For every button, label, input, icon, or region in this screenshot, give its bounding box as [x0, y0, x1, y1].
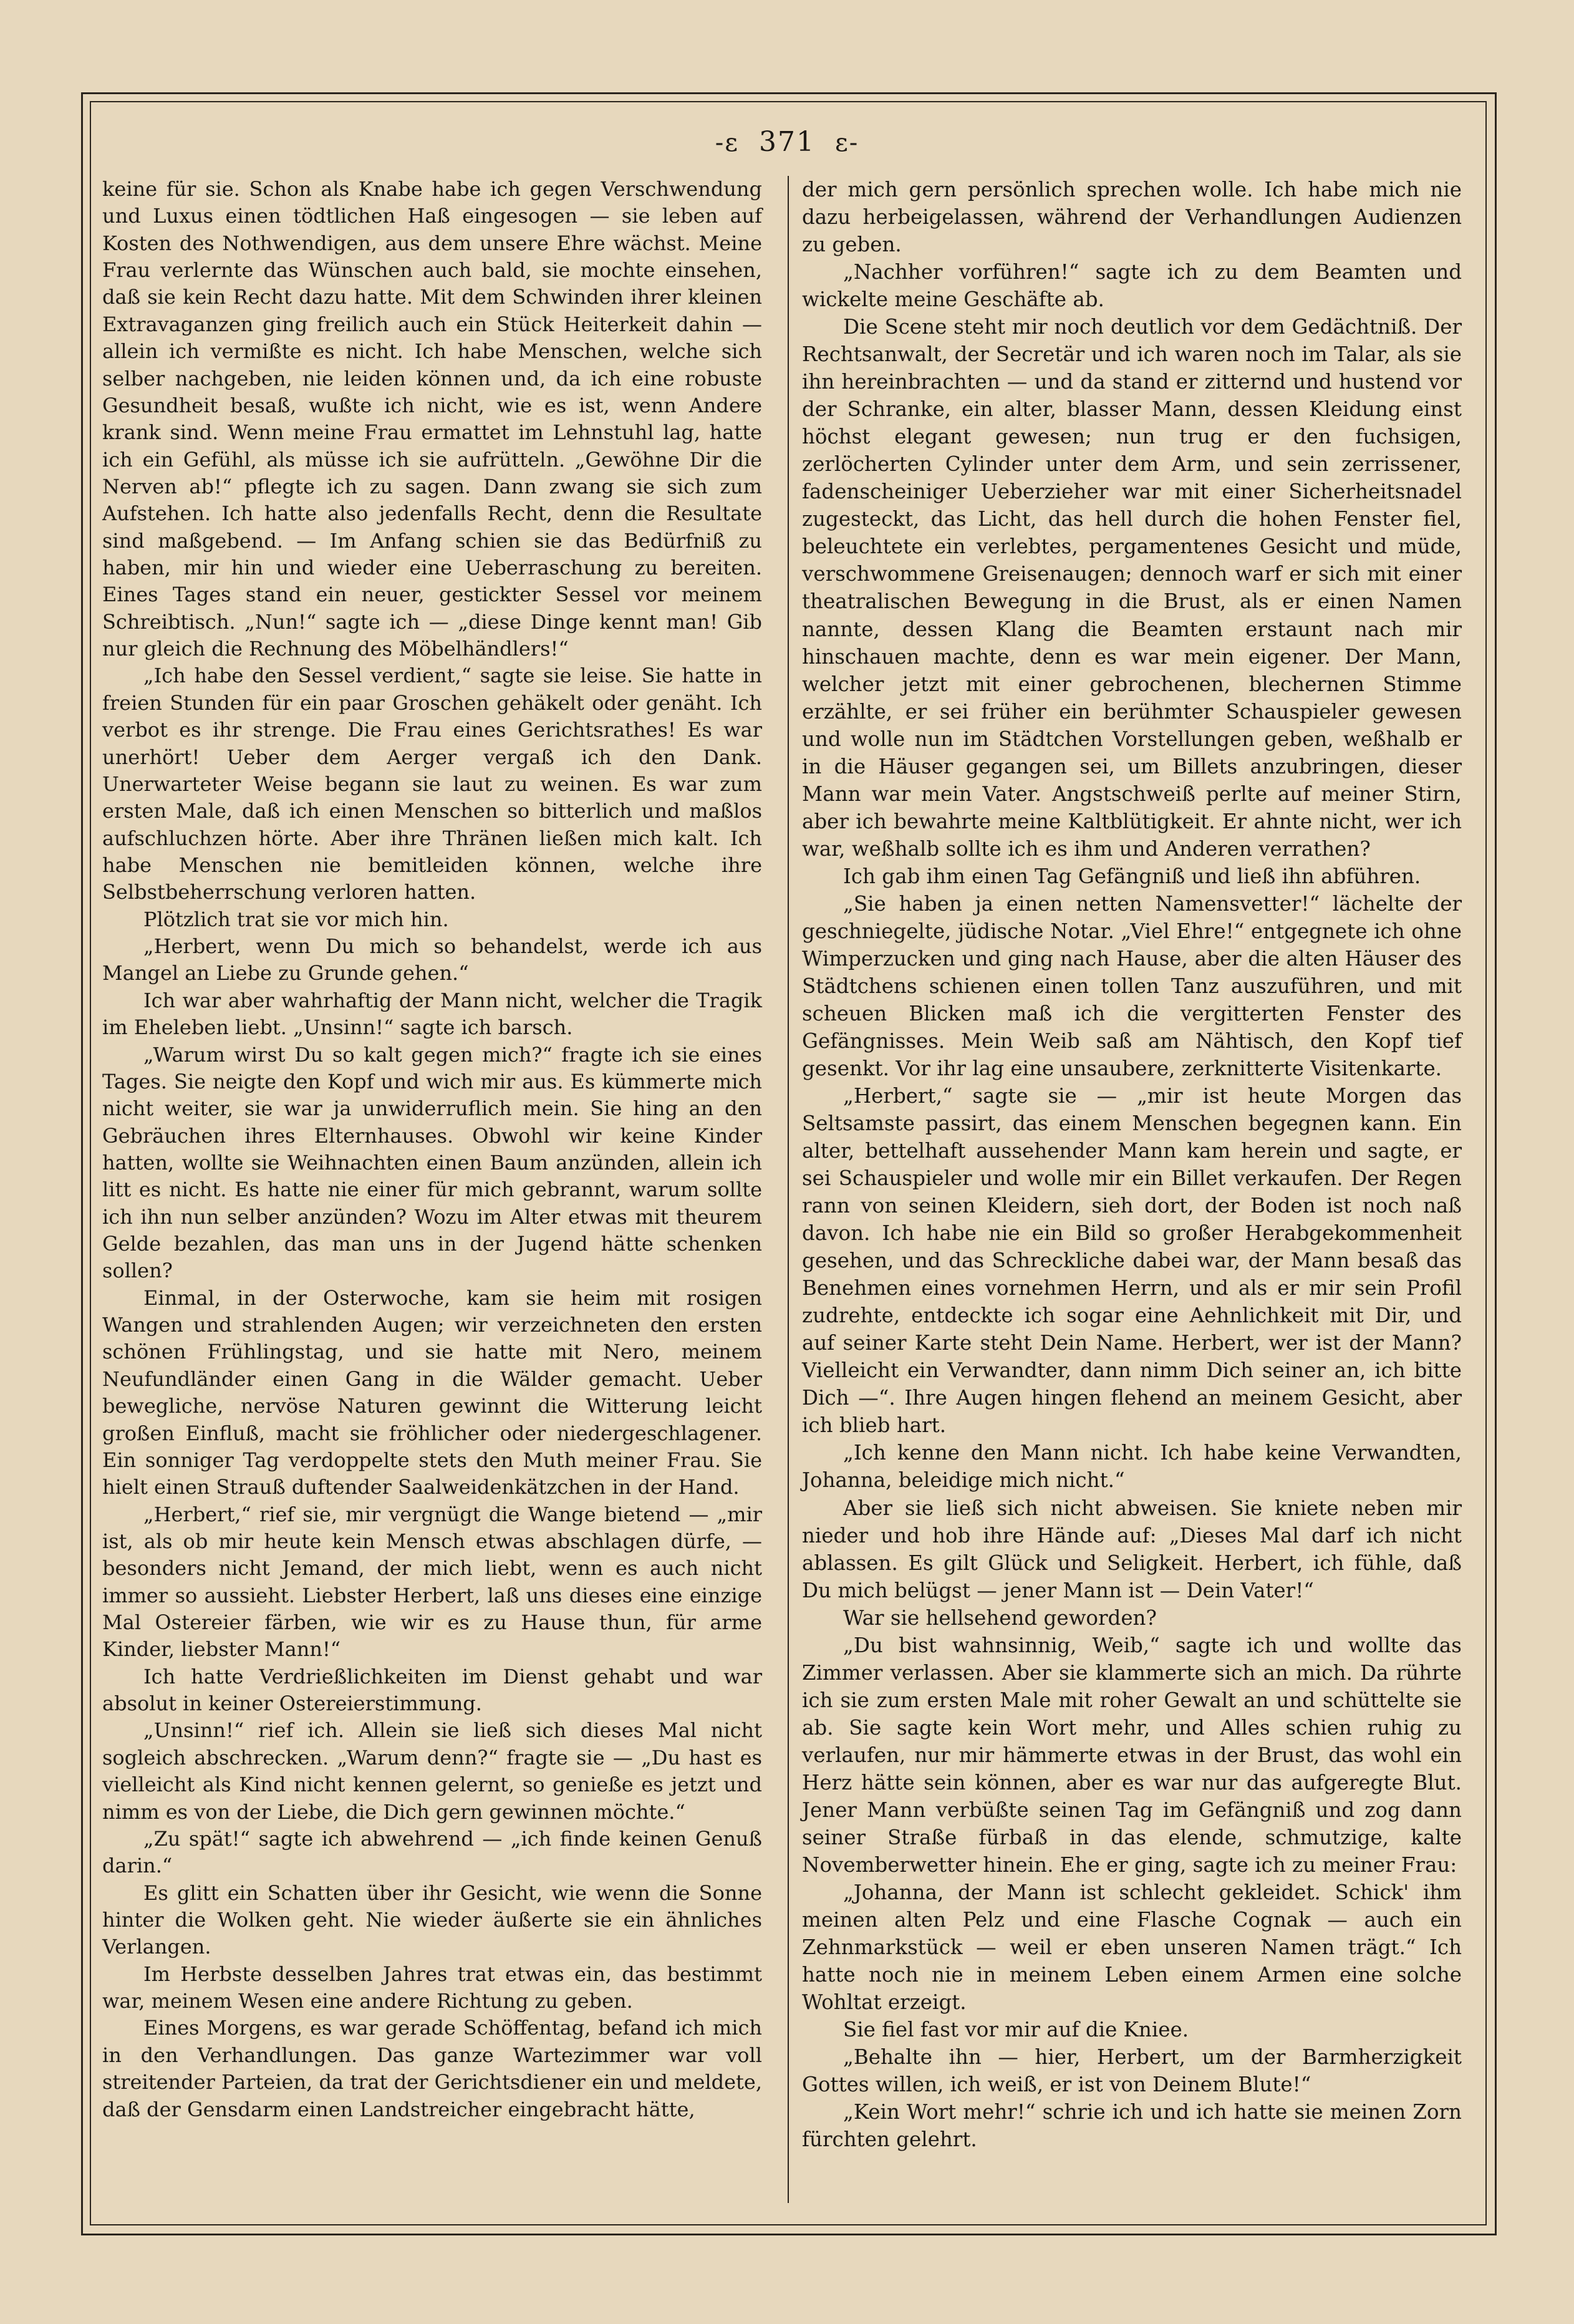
paragraph: „Nachher vorführen!“ sagte ich zu dem Beamten und wickelte meine Geschäfte ab. [802, 260, 1462, 312]
paragraph: „Herbert,“ rief sie, mir vergnügt die Wange bietend — „mir ist, als ob mir heute kein Mensch etwas abschlagen dürfe, — besonders nicht Jemand, der mich liebt, wenn es auch nicht immer so aussieht. Liebster Herbert, laß uns dieses eine einzige Mal Ostereier färben, wie wir es zu Hause thun, für arme Kinder, liebster Mann!“ [102, 1502, 762, 1662]
paragraph: Die Scene steht mir noch deutlich vor dem Gedächtniß. Der Rechtsanwalt, der Secretär und ich waren noch im Talar, als sie ihn hereinbrachten — und da stand er zitternd und hustend vor der Schranke, ein alter, blasser Mann, dessen Kleidung einst höchst elegant gewesen; nun trug er den fuchsigen, zerlöcherten Cylinder unter dem Arm, und sein zerrissener, fadenscheiniger Ueberzieher war mit einer Sicherheitsnadel zugesteckt, das Licht, das hell durch die hohen Fenster fiel, beleuchtete ein verlebtes, pergamentenes Gesicht und müde, verschwommene Greisenaugen; dennoch warf er sich mit einer theatralischen Bewegung in die Brust, als er einen Namen nannte, dessen Klang die Beamten erstaunt nach mir hinschauen machte, denn es war mein eigener. Der Mann, welcher jetzt mit einer gebrochenen, blechernen Stimme erzählte, er sei früher ein berühmter Schauspieler gewesen und wolle nun im Städtchen Vorstellungen geben, weßhalb er in die Häuser gegangen sei, um Billets anzubringen, dieser Mann war mein Vater. Angstschweiß perlte auf meiner Stirn, aber ich bewahrte meine Kaltblütigkeit. Er ahnte nicht, wer ich war, weßhalb sollte ich es ihm und Anderen verrathen? [802, 315, 1462, 861]
paragraph: „Herbert,“ sagte sie — „mir ist heute Morgen das Seltsamste passirt, das einem Menschen begegnen kann. Ein alter, bettelhaft aussehender Mann kam herein und sagte, er sei Schauspieler und wolle mir ein Billet verkaufen. Der Regen rann von seinen Kleidern, sieh dort, der Boden ist noch naß davon. Ich habe nie ein Bild so großer Herabgekommenheit gesehen, und das Schreckliche dabei war, der Mann besaß das Benehmen eines vornehmen Herrn, und als er mir sein Profil zudrehte, entdeckte ich sogar eine Aehnlichkeit mit Dir, und auf seiner Karte steht Dein Name. Herbert, wer ist der Mann? Vielleicht ein Verwandter, dann nimm Dich seiner an, ich bitte Dich —“. Ihre Augen hingen flehend an meinem Gesicht, aber ich blieb hart. [802, 1084, 1462, 1438]
ornament-right: ε- [834, 128, 859, 157]
paragraph: Eines Morgens, es war gerade Schöffentag, befand ich mich in den Verhandlungen. Das ganze Wartezimmer war voll streitender Parteien, da trat der Gerichtsdiener ein und meldete, daß der Gensdarm einen Landstreicher eingebracht hätte, [102, 2016, 762, 2121]
paragraph: „Kein Wort mehr!“ schrie ich und ich hatte sie meinen Zorn fürchten gelehrt. [802, 2100, 1462, 2152]
paragraph: Plötzlich trat sie vor mich hin. [143, 907, 449, 931]
paragraph: „Warum wirst Du so kalt gegen mich?“ fragte ich sie eines Tages. Sie neigte den Kopf und wich mir aus. Es kümmerte mich nicht weiter, sie war ja unwiderruflich mein. Sie hing an den Gebräuchen ihres Elternhauses. Obwohl wir keine Kinder hatten, wollte sie Weihnachten einen Baum anzünden, allein ich litt es nicht. Es hatte nie einer für mich gebrannt, warum sollte ich ihn nun selber anzünden? Wozu im Alter etwas mit theurem Gelde bezahlen, das man uns in der Jugend hätte schenken sollen? [102, 1042, 762, 1283]
paragraph: „Zu spät!“ sagte ich abwehrend — „ich finde keinen Genuß darin.“ [102, 1826, 762, 1878]
paragraph: der mich gern persönlich sprechen wolle. Ich habe mich nie dazu herbeigelassen, während der Verhandlungen Audienzen zu geben. [802, 178, 1462, 257]
paragraph: Aber sie ließ sich nicht abweisen. Sie kniete neben mir nieder und hob ihre Hände auf: „Dieses Mal darf ich nicht ablassen. Es gilt Glück und Seligkeit. Herbert, ich fühle, daß Du mich belügst — jener Mann ist — Dein Vater!“ [802, 1496, 1462, 1602]
page-number-header [0, 117, 1574, 167]
paragraph: War sie hellsehend geworden? [843, 1605, 1157, 1630]
page-number: 371 [759, 126, 815, 158]
paragraph: Ich gab ihm einen Tag Gefängniß und ließ ihn abführen. [843, 864, 1421, 888]
ornament-left: -ε [715, 128, 740, 157]
column-divider [788, 176, 789, 2203]
paragraph: keine für sie. Schon als Knabe habe ich gegen Verschwendung und Luxus einen tödtlichen Haß eingesogen — sie leben auf Kosten des Nothwendigen, aus dem unsere Ehre wächst. Meine Frau verlernte das Wünschen auch bald, sie mochte einsehen, daß sie kein Recht dazu hatte. Mit dem Schwinden ihrer kleinen Extravaganzen ging freilich auch ein Stück Heiterkeit dahin — allein ich vermißte es nicht. Ich habe Menschen, welche sich selber nachgeben, nie leiden können und, da ich eine robuste Gesundheit besaß, wußte ich nicht, wie es ist, wenn Andere krank sind. Wenn meine Frau ermattet im Lehnstuhl lag, hatte ich ein Gefühl, als müsse ich sie aufrütteln. „Gewöhne Dir die Nerven ab!“ pflegte ich zu sagen. Dann zwang sie sich zum Aufstehen. Ich hatte also jedenfalls Recht, denn die Resultate sind maßgebend. — Im Anfang schien sie das Bedürfniß zu haben, mir hin und wieder eine Ueberraschung zu bereiten. Eines Tages stand ein neuer, gestickter Sessel vor meinem Schreibtisch. „Nun!“ sagte ich — „diese Dinge kennt man! Gib nur gleich die Rechnung des Möbelhändlers!“ [102, 177, 762, 661]
right-text-column [802, 176, 1462, 2153]
paragraph: Sie fiel fast vor mir auf die Kniee. [843, 2018, 1189, 2042]
paragraph: Einmal, in der Osterwoche, kam sie heim mit rosigen Wangen und strahlenden Augen; wir verzeichneten den ersten schönen Frühlingstag, und sie hatte mit Nero, meinem Neufundländer einen Gang in die Wälder gemacht. Ueber bewegliche, nervöse Naturen gewinnt die Witterung leicht großen Einfluß, macht sie fröhlicher oder niedergeschlagener. Ein sonniger Tag verdoppelte stets den Muth meiner Frau. Sie hielt einen Strauß duftender Saalweidenkätzchen in der Hand. [102, 1285, 762, 1499]
paragraph: Ich hatte Verdrießlichkeiten im Dienst gehabt und war absolut in keiner Ostereierstimmung. [102, 1664, 762, 1716]
paragraph: „Du bist wahnsinnig, Weib,“ sagte ich und wollte das Zimmer verlassen. Aber sie klammerte sich an mich. Da rührte ich sie zum ersten Male mit roher Gewalt an und schüttelte sie ab. Sie sagte kein Wort mehr, und Alles schien ruhig zu verlaufen, nur mir hämmerte etwas in der Brust, das wohl ein Herz hätte sein können, aber es war nur das aufgeregte Blut. Jener Mann verbüßte seinen Tag im Gefängniß und zog dann seiner Straße fürbaß in das elende, schmutzige, kalte Novemberwetter hinein. Ehe er ging, sagte ich zu meiner Frau: [802, 1633, 1462, 1877]
paragraph: „Behalte ihn — hier, Herbert, um der Barmherzigkeit Gottes willen, ich weiß, er ist von Deinem Blute!“ [802, 2045, 1462, 2097]
paragraph: Es glitt ein Schatten über ihr Gesicht, wie wenn die Sonne hinter die Wolken geht. Nie wieder äußerte sie ein ähnliches Verlangen. [102, 1881, 762, 1959]
paragraph: „Ich habe den Sessel verdient,“ sagte sie leise. Sie hatte in freien Stunden für ein paar Groschen gehäkelt oder genäht. Ich verbot es ihr strenge. Die Frau eines Gerichtsrathes! Es war unerhört! Ueber dem Aerger vergaß ich den Dank. Unerwarteter Weise begann sie laut zu weinen. Es war zum ersten Male, daß ich einen Menschen so bitterlich und maßlos aufschluchzen hörte. Aber ihre Thränen ließen mich kalt. Ich habe Menschen nie bemitleiden können, welche ihre Selbstbeherrschung verloren hatten. [102, 664, 762, 904]
paragraph: „Ich kenne den Mann nicht. Ich habe keine Verwandten, Johanna, beleidige mich nicht.“ [802, 1441, 1462, 1493]
paragraph: Im Herbste desselben Jahres trat etwas ein, das bestimmt war, meinem Wesen eine andere Richtung zu geben. [102, 1962, 762, 2013]
paragraph: Ich war aber wahrhaftig der Mann nicht, welcher die Tragik im Eheleben liebt. „Unsinn!“ sagte ich barsch. [102, 988, 762, 1040]
paragraph: „Unsinn!“ rief ich. Allein sie ließ sich dieses Mal nicht sogleich abschrecken. „Warum denn?“ fragte sie — „Du hast es vielleicht als Kind nicht kennen gelernt, so genieße es jetzt und nimm es von der Liebe, die Dich gern gewinnen möchte.“ [102, 1718, 762, 1824]
paragraph: „Johanna, der Mann ist schlecht gekleidet. Schick' ihm meinen alten Pelz und eine Flasche Cognak — auch ein Zehnmarkstück — weil er eben unseren Namen trägt.“ Ich hatte noch nie in meinem Leben einem Armen eine solche Wohltat erzeigt. [802, 1880, 1462, 2015]
paragraph: „Herbert, wenn Du mich so behandelst, werde ich aus Mangel an Liebe zu Grunde gehen.“ [102, 934, 762, 985]
paragraph: „Sie haben ja einen netten Namensvetter!“ lächelte der geschniegelte, jüdische Notar. „Viel Ehre!“ entgegnete ich ohne Wimperzucken und ging nach Hause, aber die alten Häuser des Städtchens schienen einen tollen Tanz auszuführen, und mit scheuen Blicken maß ich die vergitterten Fenster des Gefängnisses. Mein Weib saß am Nähtisch, den Kopf tief gesenkt. Vor ihr lag eine unsaubere, zerknitterte Visitenkarte. [802, 891, 1462, 1080]
left-text-column [102, 176, 762, 2123]
